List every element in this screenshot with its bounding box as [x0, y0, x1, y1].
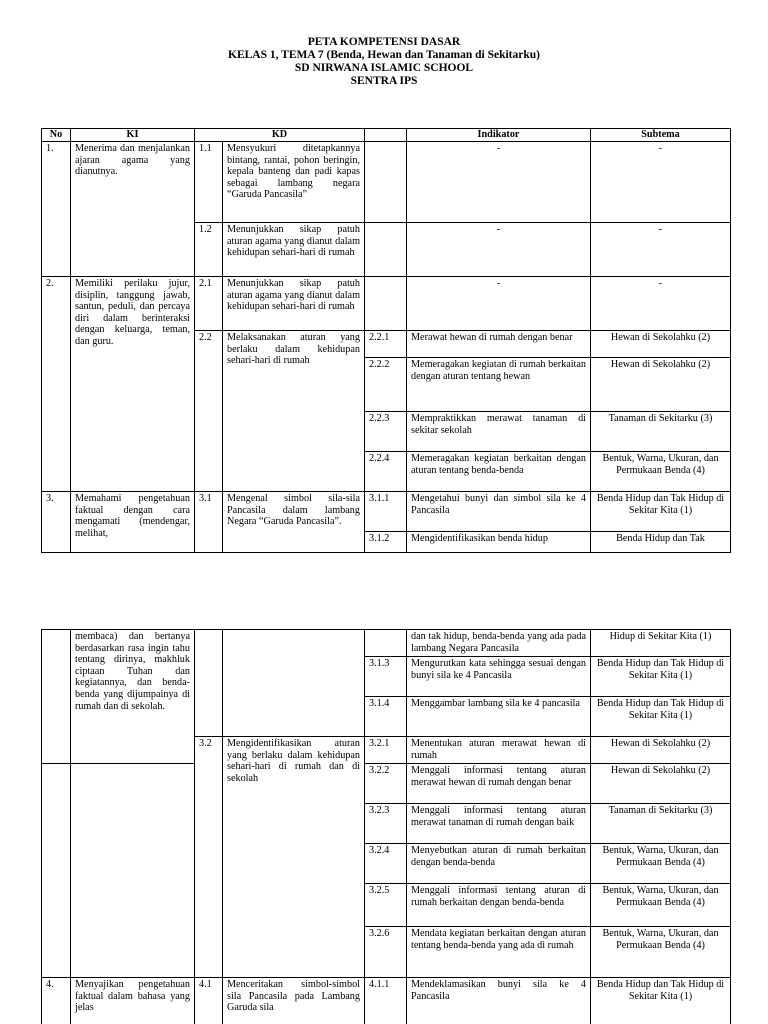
indicator-number: 3.2.5 — [365, 884, 407, 927]
ki-number: 2. — [42, 277, 71, 492]
subtema-text: Benda Hidup dan Tak Hidup di Sekitar Kita (1) — [591, 978, 731, 1024]
ki-number: 3. — [42, 492, 71, 553]
kd-number — [195, 630, 223, 737]
indicator-number — [365, 630, 407, 657]
indicator-text: - — [407, 142, 591, 223]
indicator-text: Menggambar lambang sila ke 4 pancasila — [407, 697, 591, 737]
subtema-text: Bentuk, Warna, Ukuran, dan Permukaan Benda (4) — [591, 884, 731, 927]
kd-text: Menunjukkan sikap patuh aturan agama yang dianut dalam kehidupan sehari-hari di rumah — [223, 223, 365, 277]
kd-text: Menceritakan simbol-simbol sila Pancasila pada Lambang Garuda sila — [223, 978, 365, 1024]
subtema-text: Tanaman di Sekitarku (3) — [591, 804, 731, 844]
kd-number: 3.2 — [195, 737, 223, 978]
ki-number: 4. — [42, 978, 71, 1024]
subtema-text: Benda Hidup dan Tak — [591, 532, 731, 553]
ki-text: membaca) dan bertanya berdasarkan rasa ingin tahu tentang dirinya, makhluk ciptaan Tuhan dan kegiatannya, dan benda-benda yang dijumpainya di rumah dan di sekolah. — [71, 630, 195, 764]
table-row — [42, 630, 731, 657]
ki-number — [42, 764, 71, 978]
indicator-text: Menentukan aturan merawat hewan di rumah — [407, 737, 591, 764]
competency-table-page-2 — [41, 629, 731, 1024]
subtema-text: Hidup di Sekitar Kita (1) — [591, 630, 731, 657]
kd-number: 1.1 — [195, 142, 223, 223]
indicator-text: Menyebutkan aturan di rumah berkaitan dengan benda-benda — [407, 844, 591, 884]
indicator-number — [365, 277, 407, 331]
table-row — [42, 142, 731, 223]
indicator-text: Mempraktikkan merawat tanaman di sekitar sekolah — [407, 412, 591, 452]
subtema-text: Bentuk, Warna, Ukuran, dan Permukaan Benda (4) — [591, 844, 731, 884]
subtema-text: Bentuk, Warna, Ukuran, dan Permukaan Benda (4) — [591, 452, 731, 492]
subtema-text: Hewan di Sekolahku (2) — [591, 737, 731, 764]
indicator-text: Menggali informasi tentang aturan di rumah berkaitan dengan benda-benda — [407, 884, 591, 927]
col-header-indikator: Indikator — [407, 129, 591, 142]
indicator-number: 3.2.2 — [365, 764, 407, 804]
table-header-row — [42, 129, 731, 142]
ki-text: Menyajikan pengetahuan faktual dalam bahasa yang jelas — [71, 978, 195, 1024]
kd-text: Mensyukuri ditetapkannya bintang, rantai, pohon beringin, kepala banteng dan padi kapas sebagai lambang negara “Garuda Pancasila” — [223, 142, 365, 223]
indicator-text: - — [407, 223, 591, 277]
indicator-text: Menggali informasi tentang aturan merawat tanaman di rumah dengan baik — [407, 804, 591, 844]
col-header-no: No — [42, 129, 71, 142]
indicator-number: 2.2.2 — [365, 358, 407, 412]
col-header-indicator-no — [365, 129, 407, 142]
indicator-number: 3.2.1 — [365, 737, 407, 764]
indicator-number — [365, 223, 407, 277]
doc-center-name: SENTRA IPS — [350, 75, 418, 87]
doc-subtitle-class-theme: KELAS 1, TEMA 7 (Benda, Hewan dan Tanaman di Sekitarku) — [228, 49, 540, 61]
indicator-number: 3.2.4 — [365, 844, 407, 884]
ki-text: Memiliki perilaku jujur, disiplin, tanggung jawab, santun, peduli, dan percaya diri dalam berinteraksi dengan keluarga, teman, dan guru. — [71, 277, 195, 492]
indicator-text: Mengurutkan kata sehingga sesuai dengan bunyi sila ke 4 Pancasila — [407, 657, 591, 697]
indicator-number: 3.2.3 — [365, 804, 407, 844]
subtema-text: - — [591, 277, 731, 331]
ki-number: 1. — [42, 142, 71, 277]
kd-number: 1.2 — [195, 223, 223, 277]
table-row — [42, 492, 731, 532]
kd-text: Melaksanakan aturan yang berlaku dalam kehidupan sehari-hari di rumah — [223, 331, 365, 492]
indicator-text: Mengidentifikasikan benda hidup — [407, 532, 591, 553]
indicator-number: 3.2.6 — [365, 927, 407, 978]
indicator-number — [365, 142, 407, 223]
subtema-text: Bentuk, Warna, Ukuran, dan Permukaan Benda (4) — [591, 927, 731, 978]
kd-number: 4.1 — [195, 978, 223, 1024]
table-row — [42, 277, 731, 331]
indicator-number: 3.1.1 — [365, 492, 407, 532]
indicator-number: 2.2.3 — [365, 412, 407, 452]
page-2-region — [0, 629, 768, 1024]
kd-number: 2.1 — [195, 277, 223, 331]
subtema-text: - — [591, 223, 731, 277]
subtema-text: - — [591, 142, 731, 223]
subtema-text: Hewan di Sekolahku (2) — [591, 764, 731, 804]
indicator-text: dan tak hidup, benda-benda yang ada pada lambang Negara Pancasila — [407, 630, 591, 657]
ki-text — [71, 764, 195, 978]
indicator-number: 2.2.4 — [365, 452, 407, 492]
indicator-number: 3.1.4 — [365, 697, 407, 737]
subtema-text: Benda Hidup dan Tak Hidup di Sekitar Kita (1) — [591, 657, 731, 697]
indicator-text: Mendeklamasikan bunyi sila ke 4 Pancasila — [407, 978, 591, 1024]
ki-text: Memahami pengetahuan faktual dengan cara mengamati (mendengar, melihat, — [71, 492, 195, 553]
ki-text: Menerima dan menjalankan ajaran agama yang dianutnya. — [71, 142, 195, 277]
indicator-text: - — [407, 277, 591, 331]
kd-text: Mengidentifikasikan aturan yang berlaku dalam kehidupan sehari-hari di rumah dan di sekolah — [223, 737, 365, 978]
doc-school-name: SD NIRWANA ISLAMIC SCHOOL — [294, 62, 474, 74]
indicator-number: 2.2.1 — [365, 331, 407, 358]
indicator-text: Memeragakan kegiatan di rumah berkaitan dengan aturan tentang hewan — [407, 358, 591, 412]
kd-number: 2.2 — [195, 331, 223, 492]
indicator-text: Mendata kegiatan berkaitan dengan aturan tentang benda-benda yang ada di rumah — [407, 927, 591, 978]
doc-title: PETA KOMPETENSI DASAR — [307, 36, 461, 48]
kd-text: Mengenal simbol sila-sila Pancasila dalam lambang Negara “Garuda Pancasila”. — [223, 492, 365, 553]
indicator-number: 3.1.3 — [365, 657, 407, 697]
indicator-number: 3.1.2 — [365, 532, 407, 553]
kd-text: Menunjukkan sikap patuh aturan agama yang dianut dalam kehidupan sehari-hari di rumah — [223, 277, 365, 331]
subtema-text: Benda Hidup dan Tak Hidup di Sekitar Kita (1) — [591, 492, 731, 532]
kd-number: 3.1 — [195, 492, 223, 553]
subtema-text: Hewan di Sekolahku (2) — [591, 331, 731, 358]
subtema-text: Tanaman di Sekitarku (3) — [591, 412, 731, 452]
subtema-text: Hewan di Sekolahku (2) — [591, 358, 731, 412]
col-header-subtema: Subtema — [591, 129, 731, 142]
indicator-text: Merawat hewan di rumah dengan benar — [407, 331, 591, 358]
col-header-ki: KI — [71, 129, 195, 142]
indicator-text: Memeragakan kegiatan berkaitan dengan aturan tentang benda-benda — [407, 452, 591, 492]
indicator-text: Menggali informasi tentang aturan merawat hewan di rumah dengan benar — [407, 764, 591, 804]
indicator-text: Mengetahui bunyi dan simbol sila ke 4 Pancasila — [407, 492, 591, 532]
table-row — [42, 764, 731, 804]
ki-number — [42, 630, 71, 764]
col-header-kd: KD — [195, 129, 365, 142]
kd-text — [223, 630, 365, 737]
competency-table-page-1 — [41, 128, 731, 553]
table-row — [42, 978, 731, 1024]
subtema-text: Benda Hidup dan Tak Hidup di Sekitar Kita (1) — [591, 697, 731, 737]
indicator-number: 4.1.1 — [365, 978, 407, 1024]
